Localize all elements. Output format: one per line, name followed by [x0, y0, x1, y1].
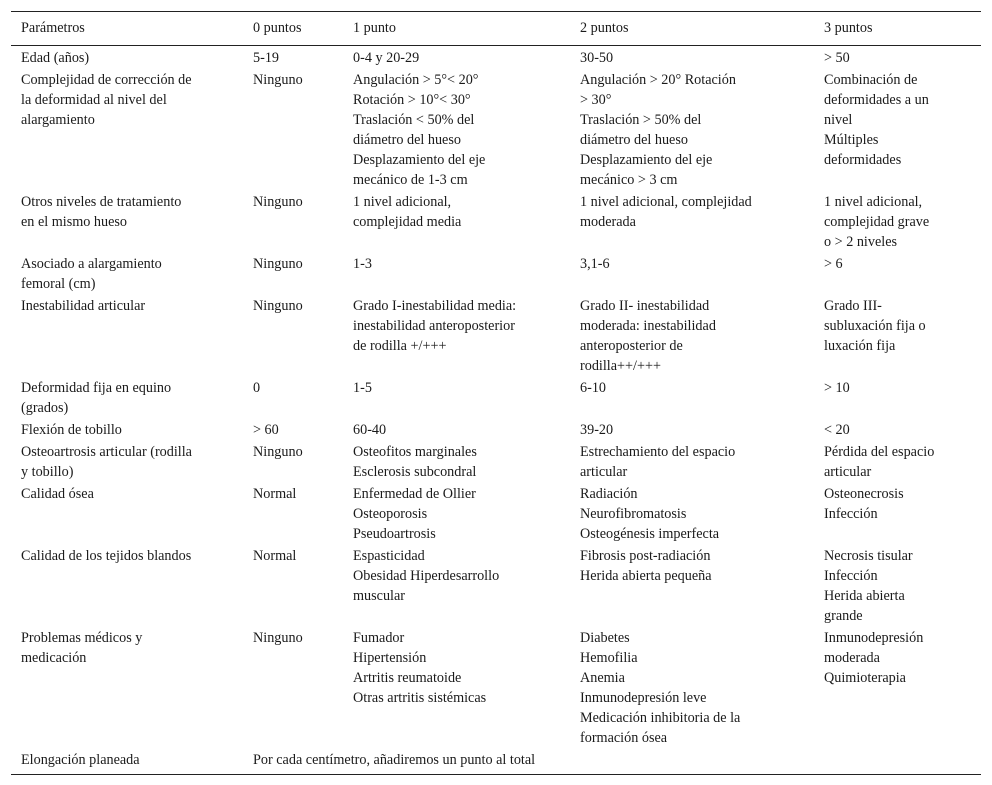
table-row	[11, 441, 981, 483]
cell-line: > 30°	[580, 92, 612, 108]
cell-line: Osteogénesis imperfecta	[580, 526, 720, 542]
score-0-cell	[243, 253, 343, 295]
cell-line: Desplazamiento del eje	[580, 152, 713, 168]
score-0-cell	[243, 483, 343, 545]
cell-line: muscular	[353, 588, 406, 604]
cell-line: Inestabilidad articular	[21, 298, 146, 314]
cell-line: Angulación > 20° Rotación	[580, 72, 736, 88]
score-0-cell	[243, 295, 343, 377]
table-row	[11, 483, 981, 545]
cell-line: complejidad media	[353, 214, 462, 230]
cell-line: Fibrosis post-radiación	[580, 548, 711, 564]
cell-line: mecánico > 3 cm	[580, 172, 678, 188]
parameter-cell	[11, 483, 243, 545]
score-3-cell	[814, 627, 981, 749]
cell-line: Problemas médicos y	[21, 630, 143, 646]
cell-line: Enfermedad de Ollier	[353, 486, 476, 502]
score-2-cell	[570, 419, 814, 441]
cell-line: 6-10	[580, 380, 607, 396]
cell-line: Otras artritis sistémicas	[353, 690, 487, 706]
cell-line: grande	[824, 608, 863, 624]
cell-line: Artritis reumatoide	[353, 670, 462, 686]
cell-line: la deformidad al nivel del	[21, 92, 167, 108]
cell-line: Obesidad Hiperdesarrollo	[353, 568, 500, 584]
cell-line: Flexión de tobillo	[21, 422, 122, 438]
cell-line: Asociado a alargamiento	[21, 256, 162, 272]
header-parametros: Parámetros	[21, 20, 85, 36]
cell-line: Ninguno	[253, 630, 303, 646]
table-row	[11, 545, 981, 627]
cell-line: Ninguno	[253, 298, 303, 314]
cell-line: diámetro del hueso	[580, 132, 688, 148]
table-row	[11, 253, 981, 295]
parameter-cell	[11, 295, 243, 377]
cell-line: de rodilla +/+++	[353, 338, 447, 354]
parameter-cell	[11, 191, 243, 253]
cell-line: luxación fija	[824, 338, 896, 354]
score-2-cell	[570, 627, 814, 749]
parameter-cell	[11, 377, 243, 419]
cell-line: medicación	[21, 650, 87, 666]
score-3-cell	[814, 419, 981, 441]
cell-line: Neurofibromatosis	[580, 506, 687, 522]
parameter-cell: Elongación planeada	[21, 752, 140, 768]
cell-line: Inmunodepresión leve	[580, 690, 707, 706]
cell-line: 1-5	[353, 380, 372, 396]
score-2-cell	[570, 46, 814, 70]
cell-line: formación ósea	[580, 730, 668, 746]
score-3-cell	[814, 69, 981, 191]
header-0-puntos: 0 puntos	[253, 20, 302, 36]
cell-line: Inmunodepresión	[824, 630, 924, 646]
scoring-table	[11, 11, 981, 775]
score-3-cell	[814, 441, 981, 483]
cell-line: < 20	[824, 422, 850, 438]
score-2-cell	[570, 69, 814, 191]
score-3-cell	[814, 295, 981, 377]
cell-line: complejidad grave	[824, 214, 930, 230]
cell-line: Ninguno	[253, 194, 303, 210]
score-3-cell	[814, 191, 981, 253]
cell-line: Ninguno	[253, 444, 303, 460]
cell-line: (grados)	[21, 400, 69, 416]
score-1-cell	[343, 483, 570, 545]
cell-line: Grado II- inestabilidad	[580, 298, 710, 314]
cell-line: Radiación	[580, 486, 638, 502]
scoring-table-container	[11, 11, 981, 775]
cell-line: Normal	[253, 486, 297, 502]
cell-line: 60-40	[353, 422, 387, 438]
cell-line: Quimioterapia	[824, 670, 906, 686]
cell-line: Otros niveles de tratamiento	[21, 194, 182, 210]
cell-line: nivel	[824, 112, 853, 128]
cell-line: Traslación < 50% del	[353, 112, 475, 128]
cell-line: Infección	[824, 568, 878, 584]
cell-line: > 60	[253, 422, 279, 438]
cell-line: Osteoporosis	[353, 506, 428, 522]
cell-line: Herida abierta	[824, 588, 905, 604]
cell-line: Estrechamiento del espacio	[580, 444, 736, 460]
cell-line: articular	[580, 464, 628, 480]
score-1-cell	[343, 253, 570, 295]
cell-line: Calidad ósea	[21, 486, 94, 502]
cell-line: Necrosis tisular	[824, 548, 913, 564]
cell-line: Osteofitos marginales	[353, 444, 477, 460]
elongation-rule-cell: Por cada centímetro, añadiremos un punto al total	[253, 752, 536, 768]
cell-line: moderada: inestabilidad	[580, 318, 716, 334]
cell-line: Calidad de los tejidos blandos	[21, 548, 192, 564]
header-1-punto: 1 punto	[353, 20, 396, 36]
cell-line: moderada	[580, 214, 636, 230]
cell-line: Ninguno	[253, 72, 303, 88]
cell-line: Hemofilia	[580, 650, 638, 666]
score-2-cell	[570, 441, 814, 483]
cell-line: > 10	[824, 380, 850, 396]
cell-line: en el mismo hueso	[21, 214, 127, 230]
cell-line: > 6	[824, 256, 843, 272]
cell-line: Deformidad fija en equino	[21, 380, 172, 396]
cell-line: Esclerosis subcondral	[353, 464, 477, 480]
cell-line: 5-19	[253, 50, 280, 66]
cell-line: o > 2 niveles	[824, 234, 898, 250]
score-2-cell	[570, 545, 814, 627]
cell-line: alargamiento	[21, 112, 95, 128]
header-2-puntos: 2 puntos	[580, 20, 629, 36]
cell-line: mecánico de 1-3 cm	[353, 172, 468, 188]
score-0-cell	[243, 377, 343, 419]
score-3-cell	[814, 253, 981, 295]
cell-line: Anemia	[580, 670, 625, 686]
score-1-cell	[343, 377, 570, 419]
cell-line: 3,1-6	[580, 256, 610, 272]
parameter-cell	[11, 253, 243, 295]
score-1-cell	[343, 69, 570, 191]
cell-line: Osteonecrosis	[824, 486, 904, 502]
cell-line: Herida abierta pequeña	[580, 568, 712, 584]
cell-line: deformidades	[824, 152, 902, 168]
cell-line: Desplazamiento del eje	[353, 152, 486, 168]
table-header-row	[11, 12, 981, 46]
cell-line: Traslación > 50% del	[580, 112, 702, 128]
cell-line: 1 nivel adicional,	[824, 194, 923, 210]
table-row	[11, 627, 981, 749]
cell-line: deformidades a un	[824, 92, 929, 108]
cell-line: femoral (cm)	[21, 276, 96, 292]
cell-line: 39-20	[580, 422, 614, 438]
score-2-cell	[570, 295, 814, 377]
cell-line: Múltiples	[824, 132, 879, 148]
score-1-cell	[343, 627, 570, 749]
score-0-cell	[243, 627, 343, 749]
table-row	[11, 46, 981, 70]
cell-line: Pseudoartrosis	[353, 526, 436, 542]
score-1-cell	[343, 191, 570, 253]
table-row	[11, 69, 981, 191]
cell-line: Infección	[824, 506, 878, 522]
cell-line: y tobillo)	[21, 464, 74, 480]
cell-line: 1 nivel adicional,	[353, 194, 452, 210]
score-3-cell	[814, 377, 981, 419]
parameter-cell	[11, 419, 243, 441]
cell-line: Rotación > 10°< 30°	[353, 92, 471, 108]
score-1-cell	[343, 441, 570, 483]
parameter-cell	[11, 69, 243, 191]
cell-line: Angulación > 5°< 20°	[353, 72, 479, 88]
score-3-cell	[814, 46, 981, 70]
cell-line: Fumador	[353, 630, 405, 646]
cell-line: Normal	[253, 548, 297, 564]
table-row	[11, 295, 981, 377]
cell-line: Combinación de	[824, 72, 918, 88]
cell-line: Edad (años)	[21, 50, 90, 66]
score-2-cell	[570, 191, 814, 253]
cell-line: Medicación inhibitoria de la	[580, 710, 741, 726]
table-row	[11, 191, 981, 253]
parameter-cell	[11, 545, 243, 627]
cell-line: subluxación fija o	[824, 318, 926, 334]
score-2-cell	[570, 253, 814, 295]
score-3-cell	[814, 545, 981, 627]
cell-line: inestabilidad anteroposterior	[353, 318, 515, 334]
parameter-cell	[11, 441, 243, 483]
cell-line: articular	[824, 464, 872, 480]
score-2-cell	[570, 377, 814, 419]
score-3-cell	[814, 483, 981, 545]
cell-line: Ninguno	[253, 256, 303, 272]
cell-line: Complejidad de corrección de	[21, 72, 192, 88]
table-row	[11, 419, 981, 441]
header-3-puntos: 3 puntos	[824, 20, 873, 36]
cell-line: 30-50	[580, 50, 614, 66]
score-1-cell	[343, 419, 570, 441]
cell-line: Espasticidad	[353, 548, 425, 564]
score-0-cell	[243, 419, 343, 441]
cell-line: 1 nivel adicional, complejidad	[580, 194, 752, 210]
cell-line: Grado III-	[824, 298, 882, 314]
cell-line: Diabetes	[580, 630, 630, 646]
parameter-cell	[11, 627, 243, 749]
cell-line: Osteoartrosis articular (rodilla	[21, 444, 192, 460]
score-0-cell	[243, 441, 343, 483]
cell-line: 0	[253, 380, 261, 396]
table-row	[11, 377, 981, 419]
parameter-cell	[11, 46, 243, 70]
cell-line: moderada	[824, 650, 880, 666]
score-0-cell	[243, 191, 343, 253]
cell-line: diámetro del hueso	[353, 132, 461, 148]
score-2-cell	[570, 483, 814, 545]
cell-line: anteroposterior de	[580, 338, 683, 354]
cell-line: Grado I-inestabilidad media:	[353, 298, 517, 314]
score-0-cell	[243, 46, 343, 70]
cell-line: rodilla++/+++	[580, 358, 661, 374]
score-1-cell	[343, 545, 570, 627]
cell-line: 0-4 y 20-29	[353, 50, 420, 66]
cell-line: > 50	[824, 50, 850, 66]
score-0-cell	[243, 69, 343, 191]
score-0-cell	[243, 545, 343, 627]
cell-line: Hipertensión	[353, 650, 427, 666]
table-row-elongacion	[11, 749, 981, 775]
score-1-cell	[343, 46, 570, 70]
cell-line: 1-3	[353, 256, 372, 272]
score-1-cell	[343, 295, 570, 377]
cell-line: Pérdida del espacio	[824, 444, 935, 460]
